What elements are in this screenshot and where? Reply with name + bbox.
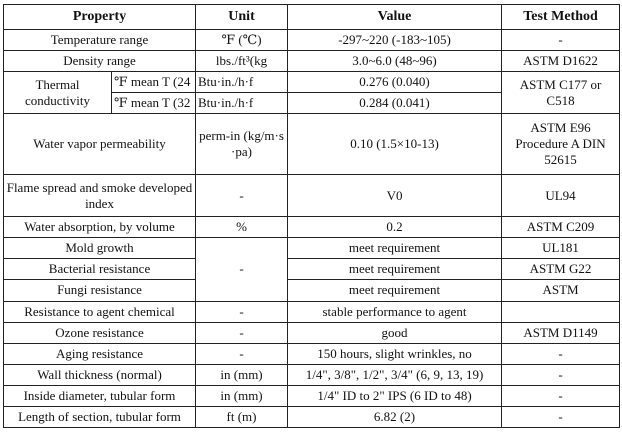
method-cell: - xyxy=(502,343,620,364)
method-cell: ASTM xyxy=(502,280,620,301)
table-row xyxy=(4,343,620,364)
value-cell: 1/4", 3/8", 1/2", 3/4" (6, 9, 13, 19) xyxy=(288,364,502,385)
unit-cell: - xyxy=(196,343,288,364)
value-cell: -297~220 (-183~105) xyxy=(288,30,502,51)
table-row xyxy=(4,72,620,93)
value-cell: meet requirement xyxy=(288,238,502,259)
value-cell: meet requirement xyxy=(288,259,502,280)
value-cell: 150 hours, slight wrinkles, no xyxy=(288,343,502,364)
table-row xyxy=(4,175,620,217)
property-cell: Length of section, tubular form xyxy=(4,406,196,427)
unit-cell: - xyxy=(196,301,288,322)
method-cell: - xyxy=(502,385,620,406)
table-row xyxy=(4,385,620,406)
value-cell: 0.284 (0.041) xyxy=(288,93,502,114)
property-cell: Inside diameter, tubular form xyxy=(4,385,196,406)
value-cell: good xyxy=(288,322,502,343)
method-cell: UL94 xyxy=(502,175,620,217)
property-cell: Ozone resistance xyxy=(4,322,196,343)
property-cell: Wall thickness (normal) xyxy=(4,364,196,385)
value-cell: 0.10 (1.5×10-13) xyxy=(288,114,502,175)
unit-cell: ft (m) xyxy=(196,406,288,427)
unit-cell: Btu·in./h·f xyxy=(196,93,288,114)
property-cell: Flame spread and smoke developed index xyxy=(4,175,196,217)
method-cell: - xyxy=(502,364,620,385)
method-cell: ASTM D1149 xyxy=(502,322,620,343)
table-row xyxy=(4,51,620,72)
property-cell: Temperature range xyxy=(4,30,196,51)
table-row xyxy=(4,217,620,238)
sub-condition-cell: ℉ mean T (24 xyxy=(112,72,196,93)
value-cell: meet requirement xyxy=(288,280,502,301)
table-row xyxy=(4,322,620,343)
method-cell: ASTM E96 Procedure A DIN 52615 xyxy=(502,114,620,175)
table-row xyxy=(4,259,620,280)
method-cell: ASTM G22 xyxy=(502,259,620,280)
table-row xyxy=(4,114,620,175)
property-cell: Fungi resistance xyxy=(4,280,196,301)
table-row xyxy=(4,238,620,259)
unit-cell: perm-in (kg/m·s·pa) xyxy=(196,114,288,175)
value-cell: V0 xyxy=(288,175,502,217)
sub-condition-cell: ℉ mean T (32 xyxy=(112,93,196,114)
property-cell: Mold growth xyxy=(4,238,196,259)
method-cell xyxy=(502,301,620,322)
property-cell: Bacterial resistance xyxy=(4,259,196,280)
unit-cell: ℉ (℃) xyxy=(196,30,288,51)
property-cell: Water vapor permeability xyxy=(4,114,196,175)
header-test-method: Test Method xyxy=(502,5,620,30)
method-cell: UL181 xyxy=(502,238,620,259)
header-property: Property xyxy=(4,5,196,30)
property-cell: Water absorption, by volume xyxy=(4,217,196,238)
properties-table xyxy=(3,4,620,428)
method-cell: ASTM C177 or C518 xyxy=(502,72,620,114)
value-cell: 0.2 xyxy=(288,217,502,238)
method-cell: - xyxy=(502,30,620,51)
unit-cell: Btu·in./h·f xyxy=(196,72,288,93)
unit-cell: - xyxy=(196,175,288,217)
property-cell: Aging resistance xyxy=(4,343,196,364)
table-row xyxy=(4,280,620,301)
header-value: Value xyxy=(288,5,502,30)
unit-cell: in (mm) xyxy=(196,364,288,385)
unit-cell: in (mm) xyxy=(196,385,288,406)
unit-cell: lbs./ft³(kg xyxy=(196,51,288,72)
table-row xyxy=(4,301,620,322)
method-cell: ASTM D1622 xyxy=(502,51,620,72)
method-cell: - xyxy=(502,406,620,427)
value-cell: 0.276 (0.040) xyxy=(288,72,502,93)
unit-cell: - xyxy=(196,238,288,301)
value-cell: stable performance to agent xyxy=(288,301,502,322)
unit-cell: - xyxy=(196,322,288,343)
table-row xyxy=(4,406,620,427)
value-cell: 1/4" ID to 2" IPS (6 ID to 48) xyxy=(288,385,502,406)
property-cell: Density range xyxy=(4,51,196,72)
unit-cell: % xyxy=(196,217,288,238)
header-row xyxy=(4,5,620,30)
header-unit: Unit xyxy=(196,5,288,30)
property-cell: Resistance to agent chemical xyxy=(4,301,196,322)
table-row xyxy=(4,30,620,51)
property-cell: Thermal conductivity xyxy=(4,72,112,114)
value-cell: 3.0~6.0 (48~96) xyxy=(288,51,502,72)
table-row xyxy=(4,364,620,385)
method-cell: ASTM C209 xyxy=(502,217,620,238)
value-cell: 6.82 (2) xyxy=(288,406,502,427)
